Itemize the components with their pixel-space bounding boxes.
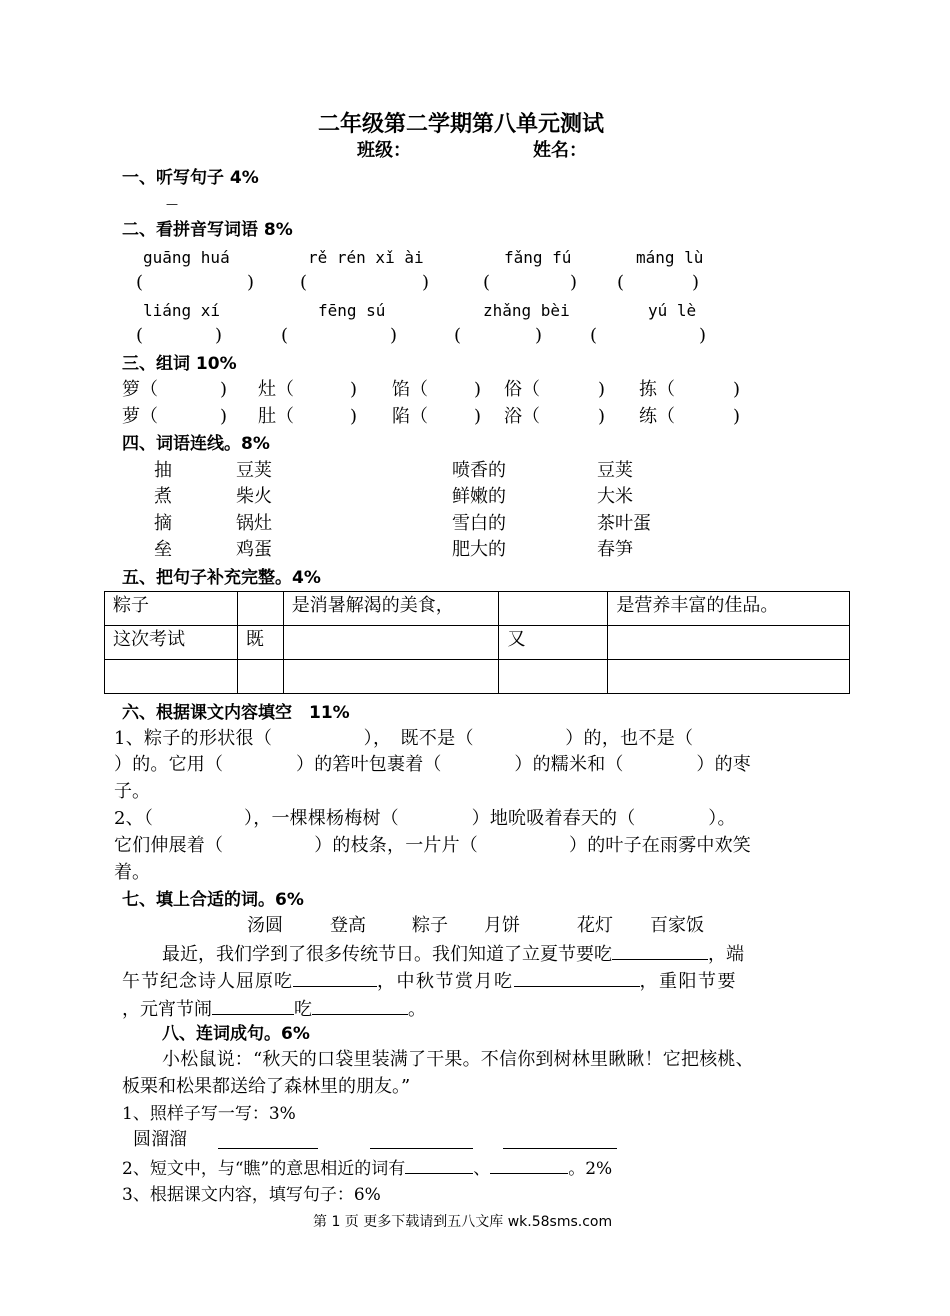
question-3: 3、根据课文内容，填写句子：6% <box>122 1185 381 1205</box>
answer-blank[interactable] <box>503 1132 617 1149</box>
blank-line[interactable] <box>405 1155 473 1174</box>
answer-paren: ) <box>598 379 606 400</box>
pinyin-8: yú lè <box>648 301 697 320</box>
word-bank-item: 汤圆 <box>247 915 283 936</box>
section-3-heading: 三、组词 10% <box>122 354 237 374</box>
match-left-verb: 抽 <box>154 460 172 481</box>
fill-text-line: 2、（ ），一棵棵杨梅树（ ）地吮吸着春天的（ ）。 <box>114 808 736 829</box>
blank-line[interactable] <box>490 1155 568 1174</box>
page-title: 二年级第二学期第八单元测试 <box>318 112 605 137</box>
word-bank-item: 花灯 <box>577 915 613 936</box>
question-text: 2、短文中，与“瞧”的意思相近的词有 <box>122 1159 406 1179</box>
answer-paren: ( <box>300 272 308 293</box>
fill-text-line: 着。 <box>114 862 150 883</box>
fill-text-line: 子。 <box>114 781 150 802</box>
table-cell: 又 <box>499 626 608 660</box>
answer-paren: ) <box>535 325 543 346</box>
answer-paren: ) <box>215 325 223 346</box>
answer-paren: ( <box>281 325 289 346</box>
answer-paren: ) <box>598 406 606 427</box>
match-right-noun: 豆荚 <box>597 460 633 481</box>
passage-line: 小松鼠说：“秋天的口袋里装满了干果。不信你到树林里瞅瞅！它把核桃、 <box>162 1049 754 1070</box>
section-4-heading: 四、词语连线。8% <box>122 434 270 454</box>
answer-paren: ) <box>390 325 398 346</box>
answer-paren: ) <box>220 379 228 400</box>
word-bank-item: 粽子 <box>412 915 448 936</box>
question-1: 1、照样子写一写：3% <box>122 1104 296 1124</box>
answer-paren: ) <box>733 406 741 427</box>
table-cell: 是营养丰富的佳品。 <box>608 592 850 626</box>
match-right-adj: 喷香的 <box>452 460 506 481</box>
match-right-adj: 雪白的 <box>452 513 506 534</box>
word-group-item: 肚（ <box>258 406 294 427</box>
word-group-item: 萝（ <box>122 406 158 427</box>
paragraph-text: ，中秋节赏月吃 <box>377 971 514 992</box>
paragraph-text: ，端 <box>708 944 744 965</box>
passage-line: 板栗和松果都送给了森林里的朋友。” <box>122 1076 411 1097</box>
word-group-item: 箩（ <box>122 379 158 400</box>
match-right-noun: 春笋 <box>597 539 633 560</box>
example-word: 圆溜溜 <box>133 1129 187 1150</box>
match-right-noun: 茶叶蛋 <box>597 513 651 534</box>
answer-paren: ) <box>733 379 741 400</box>
table-cell[interactable] <box>608 626 850 660</box>
table-row <box>105 592 850 626</box>
pinyin-1: guāng huá <box>143 248 230 267</box>
table-cell[interactable] <box>237 660 283 694</box>
question-2 <box>122 1155 612 1181</box>
section-6-heading: 六、根据课文内容填空 11% <box>122 703 350 723</box>
fill-text-line: 它们伸展着（ ）的枝条，一片片（ ）的叶子在雨雾中欢笑 <box>114 835 751 856</box>
paragraph-text: ，重阳节要 <box>639 971 737 992</box>
word-group-item: 灶（ <box>258 379 294 400</box>
pinyin-6: fēng sú <box>318 301 386 320</box>
pinyin-7: zhǎng bèi <box>483 301 570 320</box>
word-group-item: 陷（ <box>392 406 428 427</box>
answer-paren: ) <box>474 406 482 427</box>
word-group-item: 拣（ <box>639 379 675 400</box>
section-5-heading: 五、把句子补充完整。4% <box>122 568 321 588</box>
answer-paren: ( <box>136 272 144 293</box>
blank-line[interactable] <box>312 996 408 1015</box>
blank-line[interactable] <box>612 941 708 960</box>
table-row <box>105 626 850 660</box>
table-row <box>105 660 850 694</box>
answer-paren: ) <box>699 325 707 346</box>
table-cell[interactable] <box>499 660 608 694</box>
paragraph-line <box>122 968 737 994</box>
answer-paren: ( <box>617 272 625 293</box>
match-left-noun: 鸡蛋 <box>236 539 272 560</box>
match-right-adj: 肥大的 <box>452 539 506 560</box>
table-cell: 这次考试 <box>105 626 238 660</box>
paragraph-text: ，元宵节闹 <box>122 999 212 1020</box>
dictation-mark: — <box>166 197 178 211</box>
answer-paren: ) <box>692 272 700 293</box>
fill-text-line: ）的。它用（ ）的箬叶包裹着（ ）的糯米和（ ）的枣 <box>114 754 751 775</box>
answer-paren: ) <box>350 379 358 400</box>
question-text: 、 <box>473 1159 491 1179</box>
answer-paren: ( <box>590 325 598 346</box>
answer-paren: ) <box>220 406 228 427</box>
answer-paren: ) <box>474 379 482 400</box>
paragraph-text: 最近，我们学到了很多传统节日。我们知道了立夏节要吃 <box>162 944 612 965</box>
section-1-heading: 一、听写句子 4% <box>122 168 259 188</box>
table-cell: 既 <box>237 626 283 660</box>
question-text: 。2% <box>568 1159 613 1179</box>
table-cell: 粽子 <box>105 592 238 626</box>
section-7-heading: 七、填上合适的词。6% <box>122 890 304 910</box>
pinyin-2: rě rén xǐ ài <box>308 248 424 267</box>
match-left-noun: 豆荚 <box>236 460 272 481</box>
table-cell[interactable] <box>499 592 608 626</box>
paragraph-text: 。 <box>408 999 426 1020</box>
word-group-item: 俗（ <box>504 379 540 400</box>
match-right-adj: 鲜嫩的 <box>452 486 506 507</box>
word-bank-item: 月饼 <box>484 915 520 936</box>
answer-paren: ) <box>570 272 578 293</box>
answer-paren: ( <box>454 325 462 346</box>
page-footer: 第 1 页 更多下载请到五八文库 wk.58sms.com <box>313 1214 613 1230</box>
blank-line[interactable] <box>514 968 640 987</box>
section-8-heading: 八、连词成句。6% <box>162 1024 310 1044</box>
match-left-noun: 柴火 <box>236 486 272 507</box>
pinyin-3: fǎng fú <box>504 248 572 267</box>
table-cell: 是消暑解渴的美食， <box>283 592 499 626</box>
answer-paren: ) <box>350 406 358 427</box>
answer-paren: ) <box>247 272 255 293</box>
answer-blank[interactable] <box>218 1132 318 1149</box>
answer-paren: ) <box>422 272 430 293</box>
match-right-noun: 大米 <box>597 486 633 507</box>
table-cell[interactable] <box>283 660 499 694</box>
word-group-item: 馅（ <box>392 379 428 400</box>
paragraph-line <box>122 996 426 1022</box>
blank-line[interactable] <box>212 996 294 1015</box>
word-bank-item: 百家饭 <box>650 915 704 936</box>
word-bank-item: 登高 <box>330 915 366 936</box>
table-cell[interactable] <box>237 592 283 626</box>
word-group-item: 练（ <box>639 406 675 427</box>
table-cell[interactable] <box>105 660 238 694</box>
name-label: 姓名： <box>533 140 587 161</box>
match-left-verb: 摘 <box>154 513 172 534</box>
match-left-verb: 垒 <box>154 539 172 560</box>
table-cell[interactable] <box>283 626 499 660</box>
blank-line[interactable] <box>293 968 377 987</box>
answer-paren: ( <box>136 325 144 346</box>
match-left-noun: 锅灶 <box>236 513 272 534</box>
pinyin-4: máng lù <box>636 248 704 267</box>
sentence-table <box>104 591 850 694</box>
fill-text-line: 1、粽子的形状很（ ）， 既不是（ ）的，也不是（ <box>114 728 694 749</box>
word-group-item: 浴（ <box>504 406 540 427</box>
paragraph-text: 吃 <box>294 999 312 1020</box>
section-2-heading: 二、看拼音写词语 8% <box>122 220 293 240</box>
class-label: 班级： <box>357 140 411 161</box>
paragraph-text: 午节纪念诗人屈原吃 <box>122 971 293 992</box>
match-left-verb: 煮 <box>154 486 172 507</box>
table-cell[interactable] <box>608 660 850 694</box>
answer-blank[interactable] <box>370 1132 473 1149</box>
answer-paren: ( <box>483 272 491 293</box>
paragraph-line <box>162 941 744 967</box>
pinyin-5: liáng xí <box>143 301 221 320</box>
